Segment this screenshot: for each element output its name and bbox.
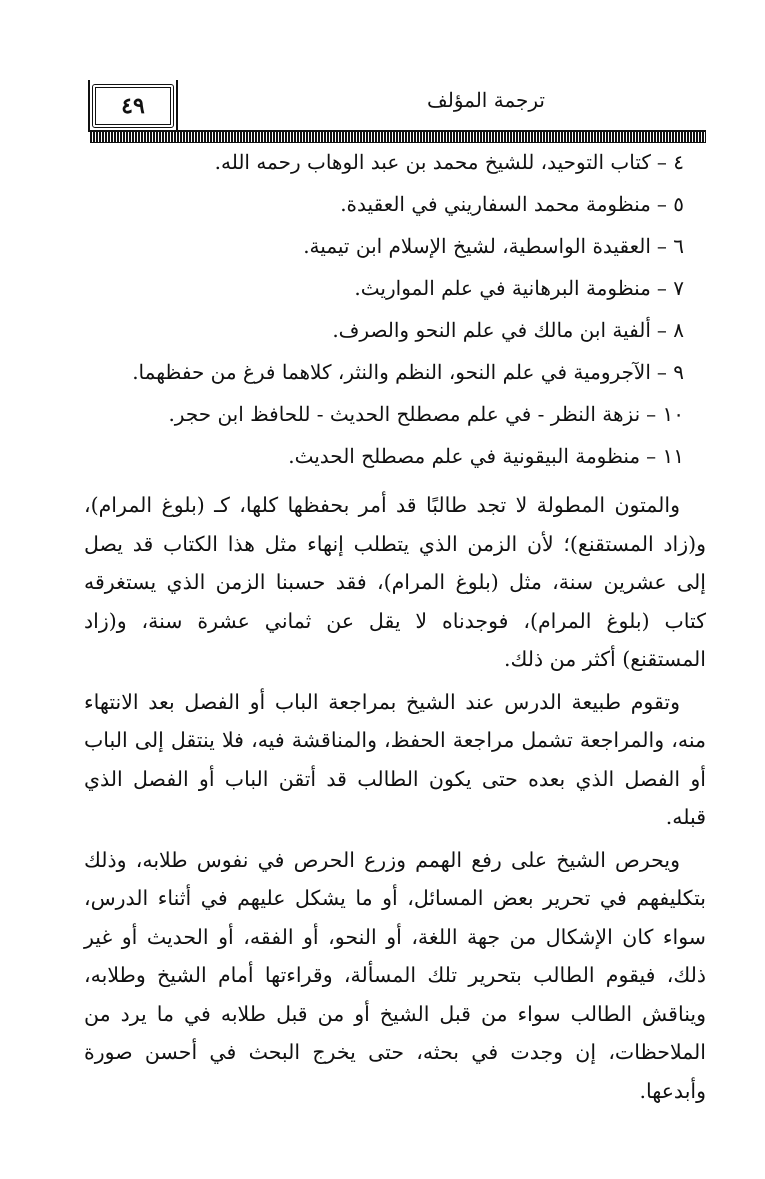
list-item [84, 318, 706, 347]
list-item-text: نزهة النظر - في علم مصطلح الحديث - للحافظ ابن حجر. [168, 402, 641, 426]
list-item [84, 444, 706, 473]
list-item-number: ٥ – [656, 192, 684, 216]
page-body [84, 150, 706, 1112]
list-item-number: ٦ – [656, 234, 684, 258]
header-rule [90, 130, 706, 143]
list-item-text: الآجرومية في علم النحو، النظم والنثر، كلاهما فرغ من حفظهما. [132, 360, 651, 384]
list-item-text: كتاب التوحيد، للشيخ محمد بن عبد الوهاب رحمه الله. [214, 150, 651, 174]
list-item [84, 360, 706, 389]
list-item-text: منظومة البيقونية في علم مصطلح الحديث. [288, 444, 641, 468]
list-item [84, 234, 706, 263]
paragraph-lesson-method: وتقوم طبيعة الدرس عند الشيخ بمراجعة الباب أو الفصل بعد الانتهاء منه، والمراجعة تشمل مراجعة الحفظ، والمناقشة فيه، فلا ينتقل إلى الباب أو الفصل الذي بعده حتى يكون الطالب قد أتقن الباب أو الفصل الذي قبله. [84, 689, 706, 829]
list-item-number: ٤ – [656, 150, 684, 174]
list-item-number: ١٠ – [646, 402, 684, 426]
list-item [84, 276, 706, 305]
list-item-number: ٧ – [656, 276, 684, 300]
page-number: ٤٩ [92, 84, 174, 128]
list-item-text: منظومة البرهانية في علم المواريث. [354, 276, 651, 300]
paragraph-student-research: ويحرص الشيخ على رفع الهمم وزرع الحرص في نفوس طلابه، وذلك بتكليفهم في تحرير بعض المسائل، أو ما يشكل عليهم في أثناء الدرس، سواء كان الإشكال من جهة اللغة، أو النحو، أو الفقه، أو الحديث أو غير ذلك، فيقوم الطالب بتحرير تلك المسألة، وقراءتها أمام الشيخ وطلابه، ويناقش الطالب سواء من قبل الشيخ أو من قبل طلابه في ما يرد من الملاحظات، إن وجدت في بحثه، حتى يخرج البحث في أحسن صورة وأبدعها. [84, 847, 706, 1103]
list-item-text: منظومة محمد السفاريني في العقيدة. [340, 192, 651, 216]
list-item [84, 402, 706, 431]
list-item [84, 192, 706, 221]
list-item [84, 150, 706, 179]
list-item-text: العقيدة الواسطية، لشيخ الإسلام ابن تيمية. [303, 234, 651, 258]
list-item-number: ٨ – [656, 318, 684, 342]
page-header [84, 78, 706, 130]
memorized-texts-list [84, 150, 706, 473]
running-title: ترجمة المؤلف [427, 88, 545, 112]
list-item-text: ألفية ابن مالك في علم النحو والصرف. [332, 318, 651, 342]
paragraph-long-texts: والمتون المطولة لا تجد طالبًا قد أمر بحفظها كلها، كـ (بلوغ المرام)، و(زاد المستقنع)؛ لأن الزمن الذي يتطلب إنهاء مثل هذا الكتاب قد يصل إلى عشرين سنة، مثل (بلوغ المرام)، فقد حسبنا الزمن الذي يستغرقه كتاب (بلوغ المرام)، فوجدناه لا يقل عن ثماني عشرة سنة، و(زاد المستقنع) أكثر من ذلك. [84, 493, 706, 671]
list-item-number: ٩ – [656, 360, 684, 384]
list-item-number: ١١ – [646, 444, 684, 468]
